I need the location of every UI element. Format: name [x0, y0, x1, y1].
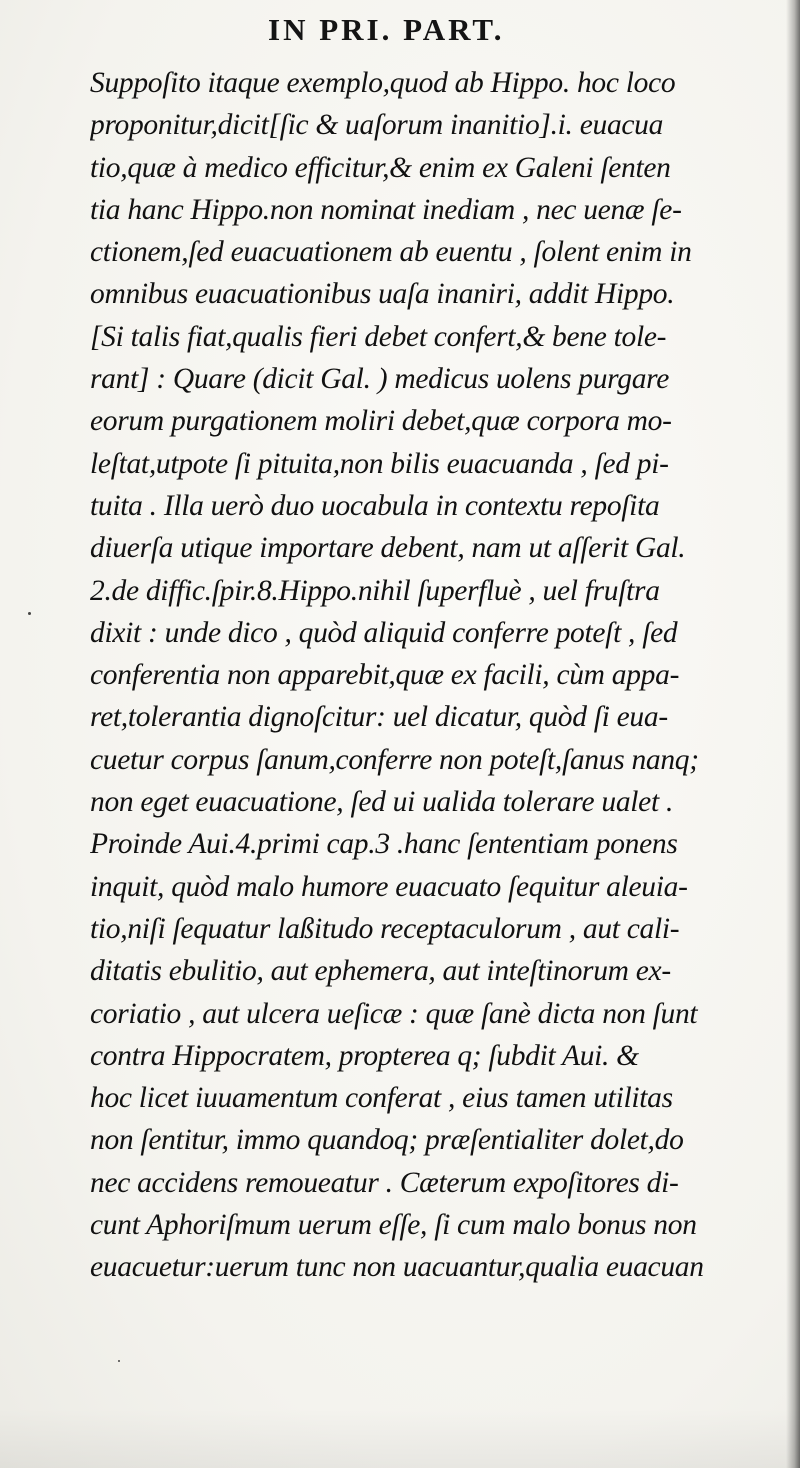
- text-line: non ſentitur, immo quandoq; præſentialiter dolet,do: [90, 1124, 684, 1157]
- text-line: 2.de diffic.ſpir.8.Hippo.nihil ſuperfluè , uel fruſtra: [90, 574, 660, 607]
- text-line: diuerſa utique importare debent, nam ut aſſerit Gal.: [90, 532, 686, 565]
- text-line: rant] : Quare (dicit Gal. ) medicus uolens purgare: [90, 363, 670, 396]
- body-text: [90, 62, 778, 1289]
- text-line: hoc licet iuuamentum conferat , eius tamen utilitas: [90, 1082, 673, 1115]
- text-line: proponitur,dicit[ſic & uaſorum inanitio].i. euacua: [90, 109, 664, 142]
- running-head: IN PRI. PART.: [268, 12, 505, 47]
- text-line: contra Hippocratem, propterea q; ſubdit Aui. &: [90, 1039, 639, 1072]
- text-line: tio,niſi ſequatur laßitudo receptaculorum , aut cali-: [90, 912, 680, 945]
- text-line: nec accidens remoueatur . Cæterum expoſitores di-: [90, 1166, 679, 1199]
- text-line: tia hanc Hippo.non nominat inediam , nec uenæ ſe-: [90, 193, 682, 226]
- text-line: eorum purgationem moliri debet,quæ corpora mo-: [90, 405, 672, 438]
- text-line: tio,quæ à medico efficitur,& enim ex Galeni ſenten: [90, 151, 671, 184]
- text-line: ditatis ebulitio, aut ephemera, aut inteſtinorum ex-: [90, 955, 671, 988]
- text-line: [Si talis fiat,qualis fieri debet confert,& bene tole-: [90, 320, 667, 353]
- text-line: tuita . Illa uerò duo uocabula in contextu repoſita: [90, 489, 660, 522]
- text-line: Proinde Aui.4.primi cap.3 .hanc ſententiam ponens: [90, 828, 678, 861]
- page-bottom-shade: [0, 1408, 800, 1468]
- text-line: inquit, quòd malo humore euacuato ſequitur aleuia-: [90, 870, 688, 903]
- text-line: euacuetur:uerum tunc non uacuantur,qualia euacuan: [90, 1251, 704, 1284]
- text-line: cunt Aphoriſmum uerum eſſe, ſi cum malo bonus non: [90, 1209, 697, 1242]
- text-line: cuetur corpus ſanum,conferre non poteſt,ſanus nanq;: [90, 743, 699, 776]
- text-line: non eget euacuatione, ſed ui ualida tolerare ualet .: [90, 786, 674, 819]
- text-line: conferentia non apparebit,quæ ex facili, cùm appa-: [90, 659, 680, 692]
- ink-speck: [118, 1360, 120, 1362]
- text-line: ctionem,ſed euacuationem ab euentu , ſolent enim in: [90, 236, 692, 269]
- page-gutter-edge: [786, 0, 800, 1468]
- text-line: Suppoſito itaque exemplo,quod ab Hippo. hoc loco: [90, 67, 676, 99]
- text-line: dixit : unde dico , quòd aliquid conferre poteſt , ſed: [90, 616, 678, 649]
- text-line: omnibus euacuationibus uaſa inaniri, addit Hippo.: [90, 278, 675, 311]
- text-line: ret,tolerantia dignoſcitur: uel dicatur, quòd ſi eua-: [90, 701, 668, 734]
- text-line: coriatio , aut ulcera ueſicæ : quæ ſanè dicta non ſunt: [90, 997, 698, 1030]
- text-line: leſtat,utpote ſi pituita,non bilis euacuanda , ſed pi-: [90, 447, 669, 480]
- ink-speck: [28, 612, 31, 615]
